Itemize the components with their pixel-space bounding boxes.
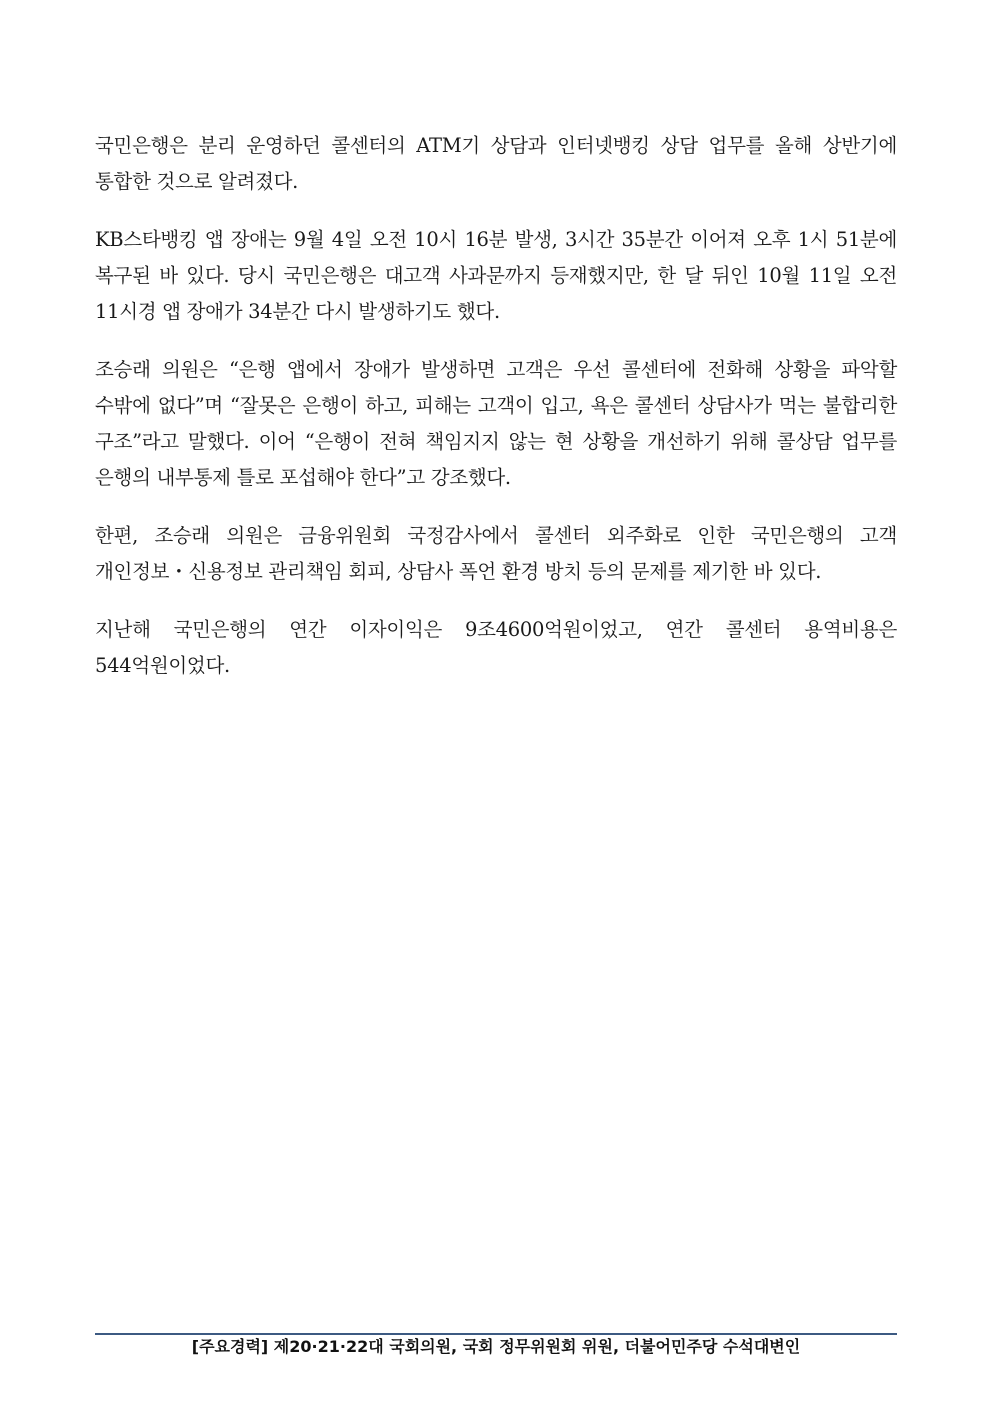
paragraph-call-center-merge: 국민은행은 분리 운영하던 콜센터의 ATM기 상담과 인터넷뱅킹 상담 업무를 올해 상반기에 통합한 것으로 알려졌다.	[95, 134, 897, 193]
paragraph-audit-issues: 한편, 조승래 의원은 금융위원회 국정감사에서 콜센터 외주화로 인한 국민은행의 고객 개인정보・신용정보 관리책임 회피, 상담사 폭언 환경 방치 등의 문제를 제기한 바 있다.	[95, 524, 897, 583]
paragraph-app-outage: KB스타뱅킹 앱 장애는 9월 4일 오전 10시 16분 발생, 3시간 35분간 이어져 오후 1시 51분에 복구된 바 있다. 당시 국민은행은 대고객 사과문까지 등재했지만, 한 달 뒤인 10월 11일 오전 11시경 앱 장애가 34분간 다시 발생하기도 했다.	[95, 228, 897, 323]
footer-career: [주요경력] 제20·21·22대 국회의원, 국회 정무위원회 위원, 더불어민주당 수석대변인	[191, 1337, 801, 1356]
paragraph-lawmaker-quote: 조승래 의원은 “은행 앱에서 장애가 발생하면 고객은 우선 콜센터에 전화해 상황을 파악할 수밖에 없다”며 “잘못은 은행이 하고, 피해는 고객이 입고, 욕은 콜센터 상담사가 먹는 불합리한 구조”라고 말했다. 이어 “은행이 전혀 책임지지 않는 현 상황을 개선하기 위해 콜상담 업무를 은행의 내부통제 틀로 포섭해야 한다”고 강조했다.	[95, 358, 897, 489]
paragraph-interest-income: 지난해 국민은행의 연간 이자이익은 9조4600억원이었고, 연간 콜센터 용역비용은 544억원이었다.	[95, 618, 897, 677]
document-body	[95, 128, 897, 706]
footer-divider	[95, 1333, 897, 1335]
